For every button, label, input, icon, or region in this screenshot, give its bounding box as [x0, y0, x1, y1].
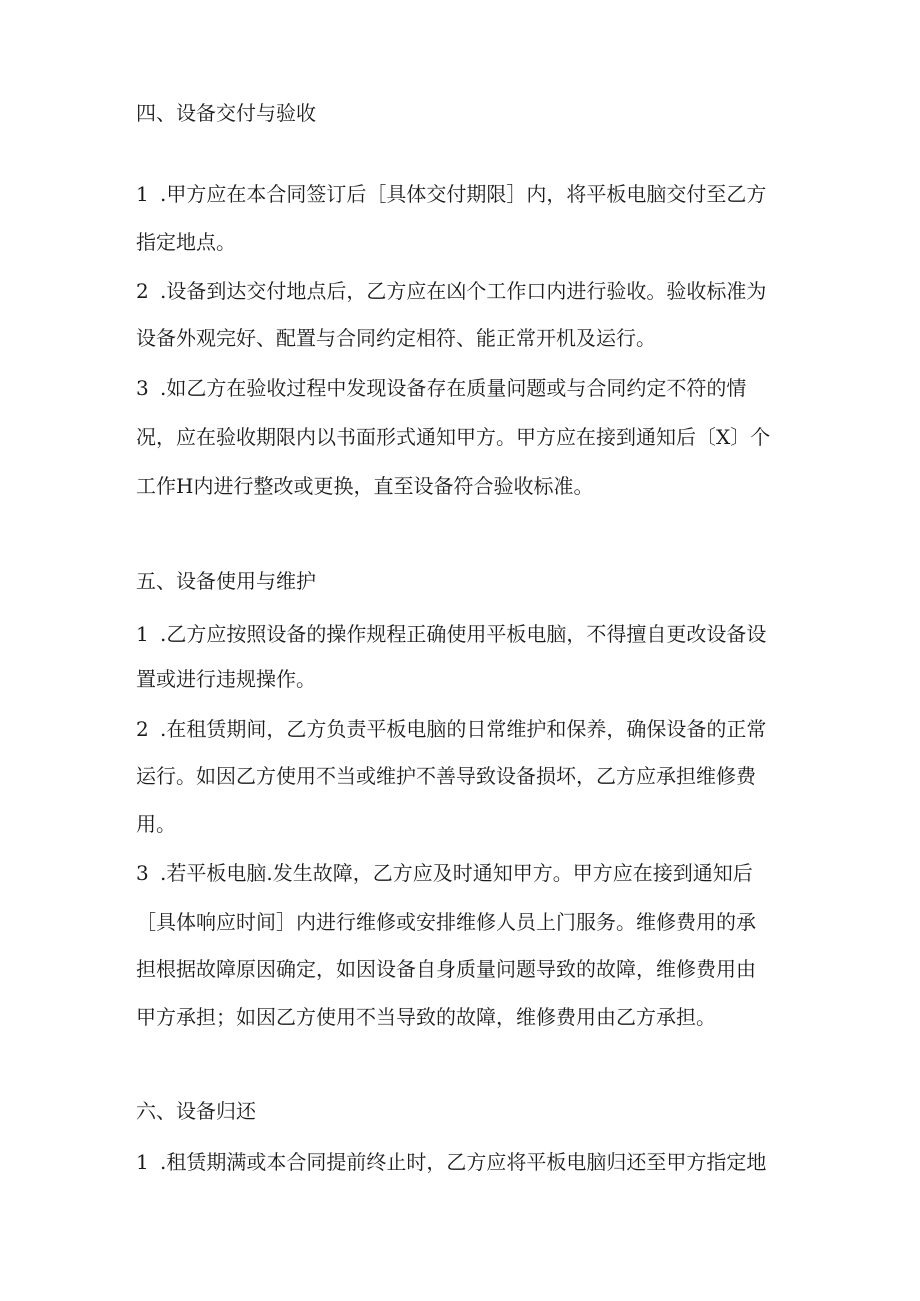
section-heading: 五、设备使用与维护 [136, 569, 316, 593]
item-text: 况，应在验收期限内以书面形式通知甲方。甲方应在接到通知后〔X〕个 [136, 425, 771, 449]
item-text: .租赁期满或本合同提前终止时，乙方应将平板电脑归还至甲方指定地 [160, 1150, 767, 1174]
item-text: 设备外观完好、配置与合同约定相符、能正常开机及运行。 [136, 326, 656, 350]
item-number: 1 [136, 182, 149, 206]
item-number: 3 [136, 861, 149, 885]
item-text: ［具体响应时间］内进行维修或安排维修人员上门服务。维修费用的承 [136, 910, 756, 934]
item-text: 工作H内进行整改或更换，直至设备符合验收标准。 [136, 474, 594, 498]
item-number: 1 [136, 622, 149, 646]
item-text: .设备到达交付地点后，乙方应在凶个工作口内进行验收。验收标准为 [160, 279, 767, 303]
item-text: .如乙方在验收过程中发现设备存在质量问题或与合同约定不符的情 [160, 376, 747, 400]
item-number: 3 [136, 376, 149, 400]
item-text: .在租赁期间，乙方负责平板电脑的日常维护和保养，确保设备的正常 [160, 717, 767, 741]
item-text: 用。 [136, 812, 176, 836]
item-number: 1 [136, 1150, 149, 1174]
section-heading: 六、设备归还 [136, 1099, 256, 1123]
item-text: 甲方承担；如因乙方使用不当导致的故障，维修费用由乙方承担。 [136, 1005, 716, 1029]
item-text: .乙方应按照设备的操作规程正确使用平板电脑，不得擅自更改设备设 [160, 622, 767, 646]
item-text: .若平板电脑.发生故障，乙方应及时通知甲方。甲方应在接到通知后 [160, 861, 753, 885]
item-text: 运行。如因乙方使用不当或维护不善导致设备损坏，乙方应承担维修费 [136, 764, 756, 788]
item-number: 2 [136, 279, 149, 303]
item-text: 置或进行违规操作。 [136, 667, 316, 691]
item-text: 担根据故障原因确定，如因设备自身质量问题导致的故障，维修费用由 [136, 957, 756, 981]
item-text: .甲方应在本合同签订后［具体交付期限］内，将平板电脑交付至乙方 [160, 182, 767, 206]
item-text: 指定地点。 [136, 230, 236, 254]
item-number: 2 [136, 717, 149, 741]
section-heading: 四、设备交付与验收 [136, 101, 316, 125]
